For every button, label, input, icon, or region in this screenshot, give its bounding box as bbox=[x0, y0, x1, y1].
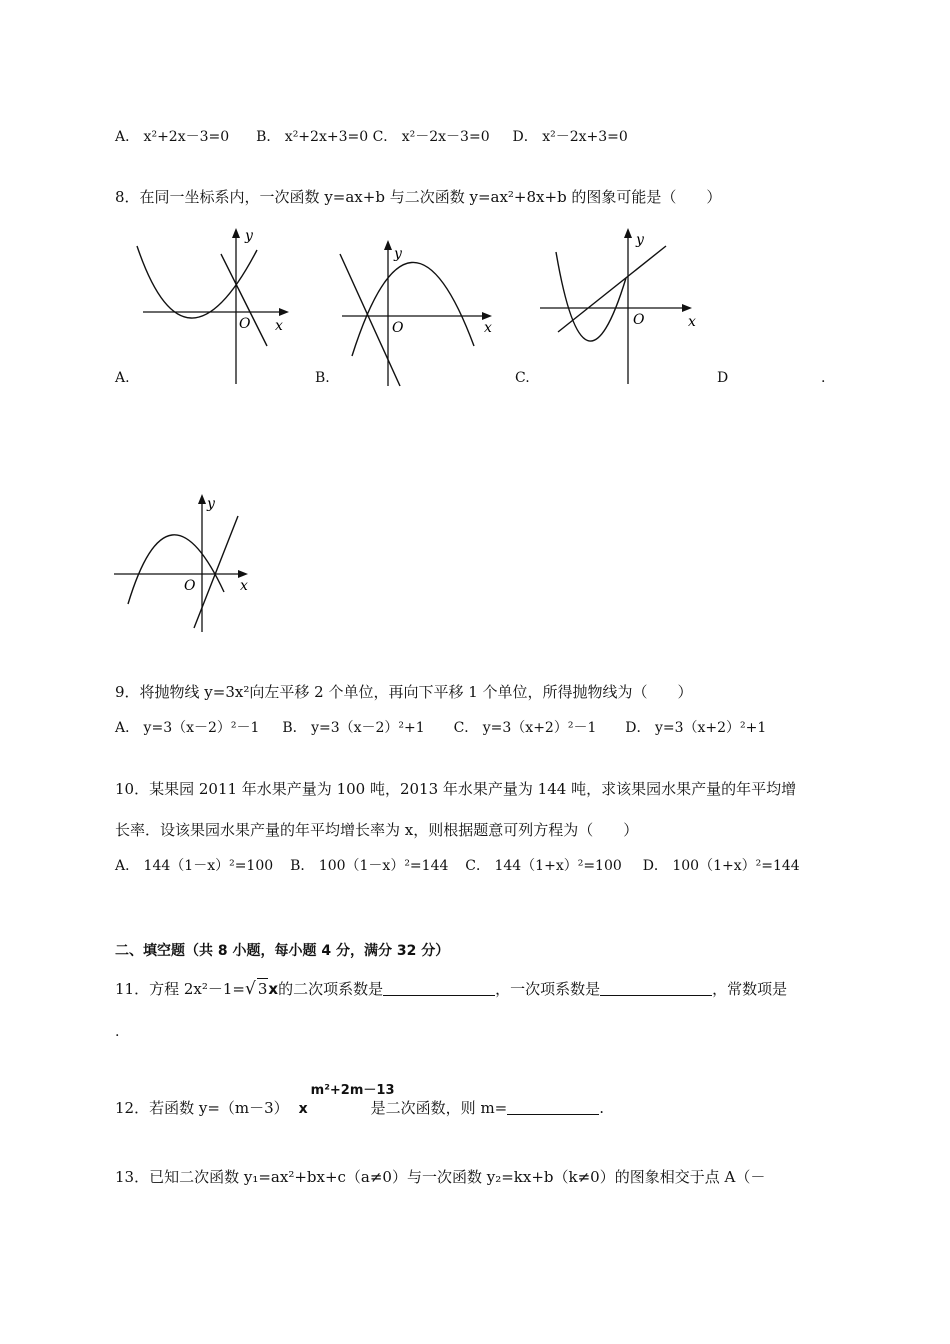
q8-graph-c bbox=[538, 228, 708, 388]
q8-label-dot: . bbox=[821, 370, 826, 386]
q11-label-linear: ，一次项系数是 bbox=[495, 980, 601, 998]
q12-prefix: 12．若函数 y=（m－3） bbox=[115, 1099, 289, 1117]
graph-d-origin: O bbox=[184, 578, 196, 594]
q9-option-a: A． y=3（x－2）²－1 bbox=[115, 720, 260, 736]
graph-d-x-label: x bbox=[240, 578, 248, 594]
q11 bbox=[115, 978, 787, 999]
q7-option-a: A． x²+2x－3=0 bbox=[115, 129, 230, 145]
q9-stem: 9．将抛物线 y=3x²向左平移 2 个单位，再向下平移 1 个单位，所得抛物线为（ ） bbox=[115, 683, 693, 701]
q8-label-a: A. bbox=[115, 370, 130, 386]
q10-line1: 10．某果园 2011 年水果产量为 100 吨，2013 年水果产量为 144 吨，求该果园水果产量的年平均增 bbox=[115, 780, 797, 798]
q10-option-d: D． 100（1+x）²=144 bbox=[642, 858, 800, 874]
q7-option-b: B． x²+2x+3=0 bbox=[256, 129, 369, 145]
q12-end: . bbox=[599, 1099, 605, 1117]
graph-b-origin: O bbox=[392, 320, 404, 336]
q8-label-d: D bbox=[717, 370, 729, 386]
q11-prefix: 11．方程 2x²－1= bbox=[115, 980, 245, 998]
q8-graph-b bbox=[338, 240, 508, 390]
q11-end: . bbox=[115, 1024, 120, 1040]
q7-option-c: C． x²－2x－3=0 bbox=[372, 129, 490, 145]
q10-option-b: B． 100（1－x）²=144 bbox=[290, 858, 449, 874]
q8-stem: 8．在同一坐标系内，一次函数 y=ax+b 与二次函数 y=ax²+8x+b 的图象可能是（ ） bbox=[115, 188, 722, 206]
graph-b-x-label: x bbox=[484, 320, 492, 336]
q10-option-c: C． 144（1+x）²=100 bbox=[465, 858, 622, 874]
q9-option-d: D． y=3（x+2）²+1 bbox=[625, 720, 767, 736]
graph-a-x-label: x bbox=[275, 318, 283, 334]
graph-c-y-label: y bbox=[636, 232, 644, 248]
q10-options bbox=[115, 856, 800, 876]
q12 bbox=[115, 1083, 605, 1118]
sqrt-symbol: √ bbox=[244, 979, 256, 999]
graph-b-y-label: y bbox=[394, 246, 402, 262]
q10-line2: 长率．设该果园水果产量的年平均增长率为 x，则根据题意可列方程为（ ） bbox=[115, 821, 639, 839]
q8-label-c: C. bbox=[515, 370, 530, 386]
q11-blank-quadratic[interactable] bbox=[383, 981, 495, 996]
q12-exponent: m²+2m－13 bbox=[310, 1083, 395, 1098]
q11-radicand: 3 bbox=[257, 980, 268, 998]
graph-a-origin: O bbox=[239, 316, 251, 332]
q12-blank[interactable] bbox=[507, 1100, 599, 1115]
q7-options bbox=[115, 127, 628, 147]
q11-label-quadratic: 的二次项系数是 bbox=[278, 980, 384, 998]
q13-text: 13．已知二次函数 y₁=ax²+bx+c（a≠0）与一次函数 y₂=kx+b（k≠0）的图象相交于点 A（－ bbox=[115, 1168, 766, 1186]
graph-c-x-label: x bbox=[688, 314, 696, 330]
q10-option-a: A． 144（1－x）²=100 bbox=[115, 858, 274, 874]
q9-option-c: C． y=3（x+2）²－1 bbox=[453, 720, 597, 736]
q11-var: x bbox=[268, 980, 279, 998]
q8-graph-a bbox=[135, 228, 295, 388]
q7-option-d: D． x²－2x+3=0 bbox=[512, 129, 628, 145]
q8-graph-d bbox=[112, 492, 262, 634]
graph-c-origin: O bbox=[633, 312, 645, 328]
graph-a-y-label: y bbox=[245, 228, 253, 244]
q12-base: x m²+2m－13 bbox=[298, 1083, 395, 1117]
q11-label-constant: ，常数项是 bbox=[712, 980, 788, 998]
q12-mid: 是二次函数，则 m= bbox=[370, 1099, 508, 1117]
q11-blank-linear[interactable] bbox=[600, 981, 712, 996]
graph-d-y-label: y bbox=[207, 496, 215, 512]
section-2-title: 二、填空题（共 8 小题，每小题 4 分，满分 32 分） bbox=[115, 943, 450, 959]
q9-options bbox=[115, 718, 766, 738]
q8-label-b: B. bbox=[315, 370, 330, 386]
q9-option-b: B． y=3（x－2）²+1 bbox=[282, 720, 425, 736]
